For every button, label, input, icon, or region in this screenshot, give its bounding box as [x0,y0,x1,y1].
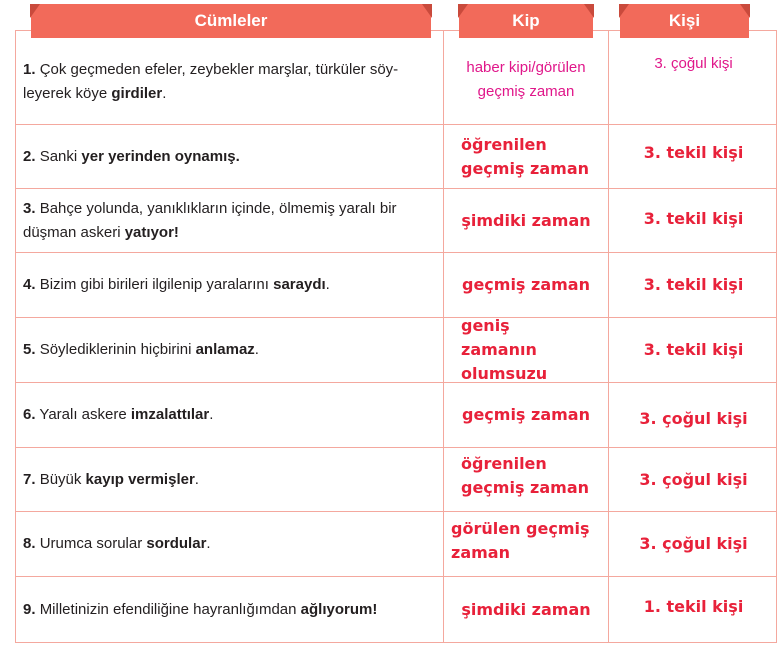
sentence-end: . [206,535,211,552]
kisi-cell [611,318,776,382]
header-label: Kip [512,11,540,30]
kip-cell [446,448,606,511]
header-kip [459,4,593,38]
kip-cell [446,512,606,576]
sentence-number: 8. [23,535,36,552]
sentence-end: . [194,470,199,488]
sentence-text: Söylediklerinin hiçbirini [39,341,196,358]
kisi-cell [611,253,776,317]
header-label: Cümleler [194,11,268,30]
kisi-cell [611,448,776,511]
kisi-answer: 3. tekil kişi [643,142,744,162]
sentence-number: 2. [23,147,36,165]
sentence-cell [23,577,437,643]
kip-answer: görülen geçmiş zaman [451,519,590,562]
table-row [16,383,776,448]
kip-answer: öğrenilen geçmiş zaman [461,134,590,178]
sentence-number: 9. [23,601,36,618]
kisi-answer: 3. çoğul kişi [639,409,748,428]
table-row [16,577,776,643]
sentence-cell [23,125,437,188]
kip-cell [446,189,606,252]
kisi-answer: 3. çoğul kişi [639,534,748,553]
sentence-number: 6. [23,406,36,423]
sentence-verb: imzalattılar [130,406,210,423]
sentence-text: Bahçe yolunda, yanıklıkların içinde, ölmemiş yaralı bir düşman askeri [23,199,397,241]
kip-answer: haber kipi/görülen geçmiş zaman [466,58,586,100]
kip-answer: şimdiki zaman [461,210,591,230]
kip-cell [446,577,606,643]
sentence-cell [23,448,437,511]
sentence-end: . [162,84,167,102]
kip-cell [446,253,606,317]
kisi-cell [611,577,776,643]
sentence-cell [23,383,437,447]
sentence-end: . [209,406,214,423]
sentence-text: Milletinizin efendiliğine hayranlığımdan [39,601,301,618]
sentence-text: Urumca sorular [39,535,147,552]
sentence-verb: kayıp vermişler [85,470,195,488]
kip-answer: geçmiş zaman [461,405,590,424]
sentence-verb: ağlıyorum! [300,601,378,618]
sentence-text: Büyük [39,470,86,488]
sentence-verb: yer yerinden oynamış. [81,147,240,165]
kisi-answer: 3. çoğul kişi [654,54,733,72]
kip-answer: geçmiş zaman [461,275,590,294]
sentence-verb: saraydı [273,276,326,293]
sentence-text: Bizim gibi birileri ilgilenip yaralarını [39,276,274,293]
table-row [16,448,776,512]
header-kisi [620,4,749,38]
table-row [16,318,776,383]
sentence-text: Yaralı askere [39,406,131,423]
table-row [16,253,776,318]
kisi-answer: 3. tekil kişi [643,275,744,294]
kip-cell [446,383,606,447]
kisi-cell [611,125,776,188]
sentence-number: 1. [23,60,36,78]
kip-cell [446,31,606,124]
kip-cell [446,125,606,188]
answer-table [15,30,777,643]
kisi-cell [611,383,776,447]
sentence-number: 3. [23,199,36,217]
table-row [16,31,776,125]
sentence-number: 7. [23,470,36,488]
table-row [16,189,776,253]
sentence-verb: anlamaz [195,341,255,358]
kisi-answer: 3. tekil kişi [643,208,744,228]
sentence-cell [23,318,437,382]
sentence-cell [23,512,437,576]
sentence-cell [23,253,437,317]
sentence-verb: girdiler [111,84,163,102]
table-row [16,125,776,189]
sentence-verb: yatıyor! [124,223,179,241]
header-label: Kişi [668,11,701,30]
kisi-answer: 3. tekil kişi [643,340,744,359]
sentence-text: Çok geçmeden efeler, zeybekler marşlar, türküler söy-leyerek köye [23,60,399,102]
sentence-number: 4. [23,276,36,293]
kisi-answer: 1. tekil kişi [643,597,744,616]
kip-answer: öğrenilen geçmiş zaman [461,453,590,497]
table-row [16,512,776,577]
sentence-cell [23,31,437,124]
sentence-end: . [254,341,259,358]
kisi-answer: 3. çoğul kişi [639,469,748,489]
kisi-cell [611,31,776,124]
kip-cell [446,318,606,382]
sentence-verb: sordular [146,535,207,552]
sentence-end: . [325,276,330,293]
sentence-text: Sanki [39,147,82,165]
kisi-cell [611,189,776,252]
sentence-number: 5. [23,341,36,358]
header-sentences [31,4,431,38]
sentence-cell [23,189,437,252]
kisi-cell [611,512,776,576]
kip-answer: şimdiki zaman [461,600,591,619]
kip-answer: geniş zamanın olumsuzu [461,316,548,383]
